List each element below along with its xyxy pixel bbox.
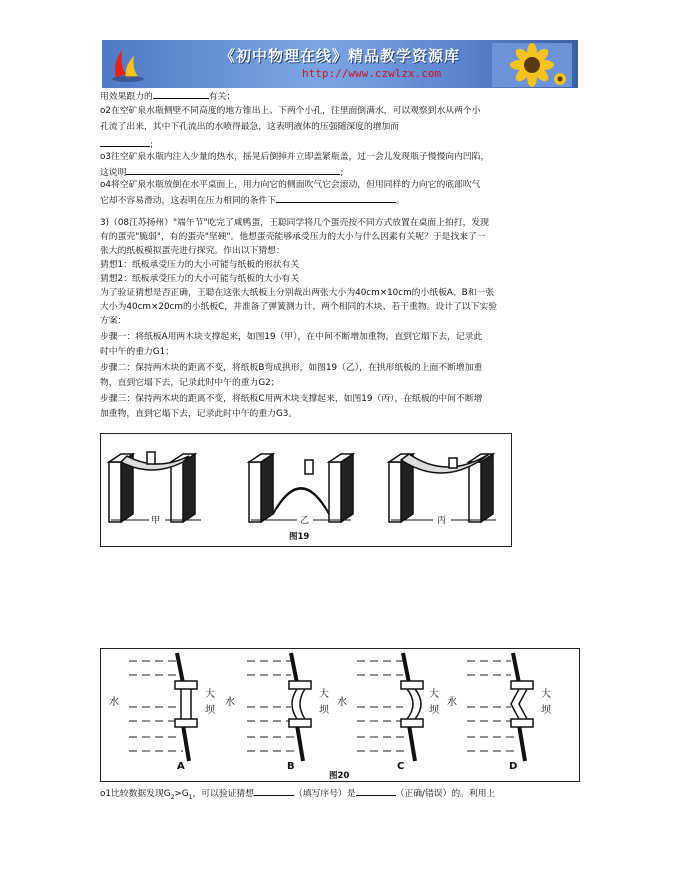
figure-20 (100, 648, 580, 782)
line-7: o4将空矿泉水瓶放倒在水平桌面上，用力向它的侧面吹气它会滚动，但用同样的力向它的底部吹气 (100, 180, 481, 190)
figure-20-illustration (101, 649, 579, 781)
figure-19-caption: 图19 (289, 532, 310, 542)
label-bing: 丙 (437, 516, 447, 526)
answer-blank[interactable] (276, 192, 396, 203)
text: o1比较数据发现G (100, 789, 171, 799)
figure-19 (100, 433, 512, 547)
text: 有关； (208, 92, 236, 102)
para-1: 3)（08江苏扬州）"端午节"吃完了咸鸭蛋，王聪同学将几个蛋壳按不同方式放置在桌面上拍打，发现 (100, 218, 489, 228)
text: 它却不容易滑动，这表明在压力相同的条件下 (100, 196, 276, 206)
text: （正确/错误）的。利用上 (395, 789, 496, 799)
dam-label: 大 (319, 689, 329, 700)
answer-blank[interactable] (153, 88, 209, 99)
option-a-label: A (177, 761, 185, 772)
line-1 (100, 88, 580, 105)
water-label: 水 (109, 697, 119, 708)
para-2: 有的蛋壳"脆弱"，有的蛋壳"坚硬"。他想蛋壳能够承受压力的大小与什么因素有关呢？于是找来了一 (100, 232, 486, 242)
banner-url[interactable]: http://www.czwlzx.com (302, 67, 442, 80)
para-11: 步骤二：保持两木块的距离不变，将纸板B弯成拱形，如图19（乙），在拱形纸板的上面不断增加重 (100, 363, 483, 373)
dam-label: 坝 (319, 705, 329, 716)
water-label: 水 (225, 697, 235, 708)
text: 。 (395, 196, 405, 206)
last-line: o1比较数据发现$G_2>G_1$，可以验证猜想 （填写序号）是 （正确/错误）的。利用上 (100, 785, 580, 805)
water-label: 水 (447, 697, 457, 708)
banner-title: 《初中物理在线》精品教学资源库 (220, 47, 461, 65)
dam-label: 坝 (429, 705, 439, 716)
label-jia: 甲 (151, 516, 161, 526)
text: ，可以验证猜想 (192, 789, 255, 799)
site-logo-icon (108, 44, 148, 84)
text: 这说明 (100, 168, 127, 178)
para-5: 猜想2：纸板承受压力的大小可能与纸板的大小有关 (100, 274, 300, 284)
dam-label: 坝 (541, 705, 551, 716)
para-13: 步骤三：保持两木块的距离不变，将纸板C用两木块支撑起来，如图19（丙），在纸板的中间不断增 (100, 394, 483, 404)
sunflower-icon (492, 43, 572, 87)
para-10: 时中午的重力G1； (100, 347, 174, 357)
dam-label: 大 (429, 689, 439, 700)
para-9: 步骤一：将纸板A用两木块支撑起来，如图19（甲），在中间不断增加重物，直到它塌下去，记录此 (100, 332, 483, 342)
para-4: 猜想1：纸板承受压力的大小可能与纸板的形状有关 (100, 260, 300, 270)
para-12: 物，直到它塌下去，记录此时中午的重力G2； (100, 378, 280, 388)
dam-label: 坝 (205, 705, 215, 716)
text: ; (340, 168, 344, 178)
dam-label: 大 (541, 689, 551, 700)
line-5: o3往空矿泉水瓶内注入少量的热水，摇晃后倒掉并立即盖紧瓶盖，过一会儿发现瓶子慢慢向内凹陷， (100, 152, 490, 162)
text: >G (174, 789, 189, 799)
answer-blank[interactable] (126, 164, 340, 175)
option-d-label: D (509, 761, 518, 772)
para-14: 加重物，直到它塌下去，记录此时中午的重力G3。 (100, 409, 298, 419)
option-b-label: B (287, 761, 295, 772)
figure-20-caption: 图20 (329, 771, 350, 781)
line-2: o2在空矿泉水瓶侧壁不同高度的地方锥出上、下两个小孔，往里面倒满水，可以观察到水从两个小 (100, 106, 481, 116)
answer-blank[interactable] (100, 136, 150, 147)
para-6: 为了验证猜想是否正确，王聪在这张大纸板上分别裁出两张大小为40cm×10cm的小纸板A、B和一张 (100, 288, 495, 298)
site-banner (102, 40, 578, 88)
text: （填写序号）是 (294, 789, 356, 799)
line-8 (100, 192, 580, 209)
para-3: 张大的纸板模拟蛋壳进行探究。作出以下猜想： (100, 246, 285, 256)
dam-label: 大 (205, 689, 215, 700)
text: ; (150, 140, 153, 150)
answer-blank[interactable] (254, 785, 294, 796)
option-c-label: C (397, 761, 405, 772)
para-7: 大小为40cm×20cm的小纸板C，并准备了弹簧测力计、两个相同的木块、若干重物。设计了以下实验 (100, 302, 497, 312)
water-label: 水 (337, 697, 347, 708)
label-yi: 乙 (300, 516, 310, 526)
para-8: 方案： (100, 316, 127, 326)
text: 用效果跟力的 (100, 92, 153, 102)
answer-blank[interactable] (356, 785, 396, 796)
line-3: 孔流了出来，其中下孔流出的水喷得最急，这表明液体的压强随深度的增加而 (100, 122, 400, 132)
